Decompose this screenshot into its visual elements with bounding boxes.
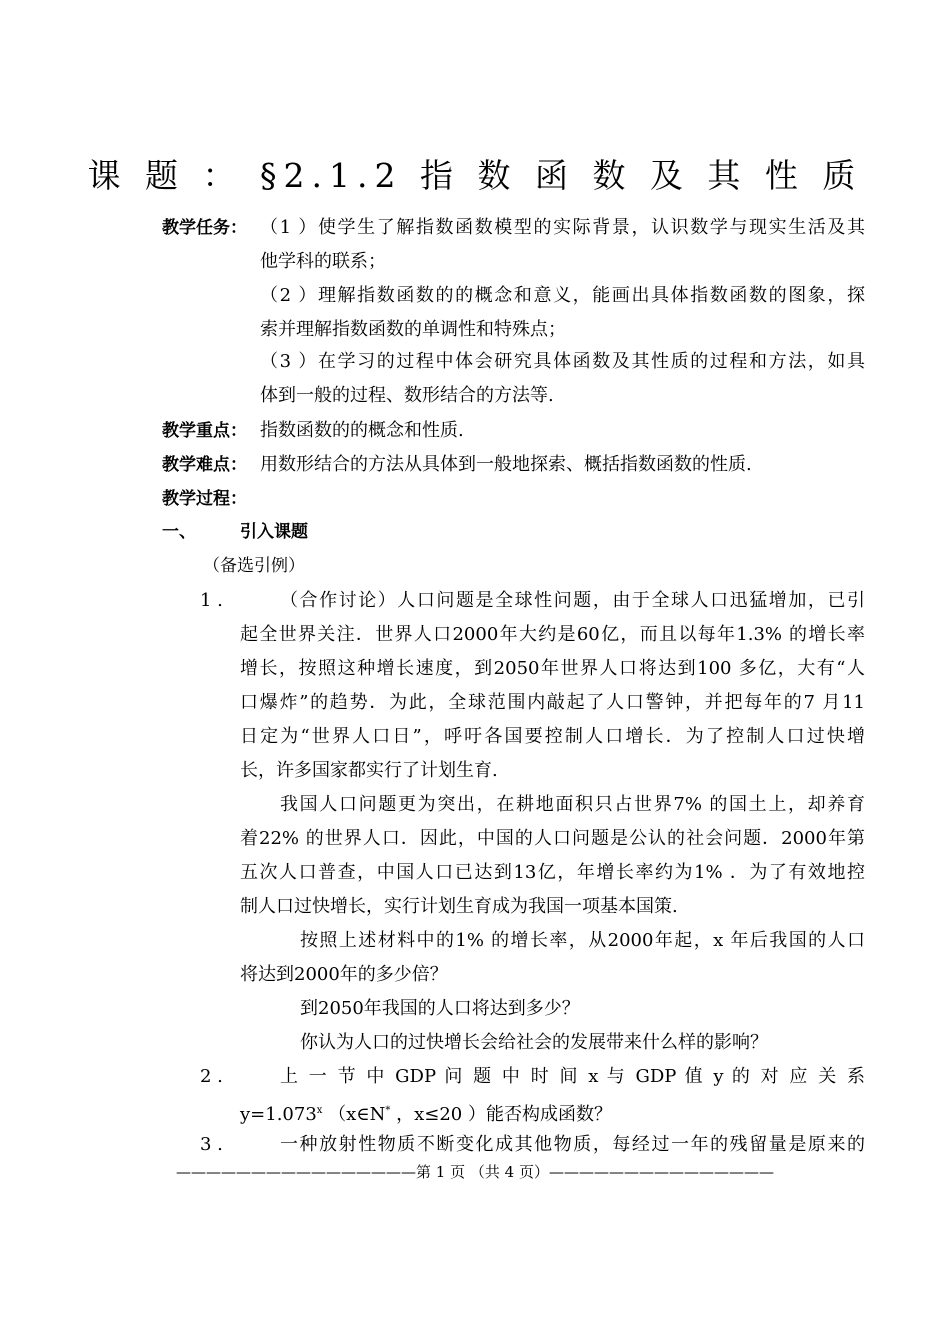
example-1-line-3: 增长，按照这种增长速度，到2050年世界人口将达到100 多亿，大有“人 — [240, 658, 865, 679]
task-2-line-2: 索并理解指数函数的单调性和特殊点； — [260, 319, 566, 340]
page-footer: ————————————————第 1 页 （共 4 页）——————————————— — [176, 1163, 774, 1181]
formula-domain-star: * — [385, 1105, 391, 1116]
example-1-para2-line-4: 制人口过快增长，实行计划生育成为我国一项基本国策. — [240, 896, 678, 917]
section-1-title: 引入课题 — [240, 522, 308, 542]
example-1-question-1-line-1: 按照上述材料中的1% 的增长率，从2000年起，x 年后我国的人口 — [300, 930, 865, 951]
task-2-line-1: （2 ）理解指数函数的的概念和意义，能画出具体指数函数的图象，探 — [260, 285, 865, 306]
gdp-formula: y=1.073 — [240, 1104, 317, 1125]
process-label: 教学过程： — [162, 489, 247, 509]
example-1-question-3: 你认为人口的过快增长会给社会的发展带来什么样的影响？ — [300, 1032, 768, 1053]
task-3-line-2: 体到一般的过程、数形结合的方法等. — [260, 385, 554, 406]
task-3-line-1: （3 ）在学习的过程中体会研究具体函数及其性质的过程和方法，如具 — [260, 351, 865, 372]
example-1-number: 1 . — [200, 590, 223, 611]
example-2-line-1: 上 一 节 中 GDP 问 题 中 时 间 x 与 GDP 值 y 的 对 应 关 系 — [280, 1066, 865, 1087]
tasks-label: 教学任务： — [162, 218, 247, 238]
example-1-line-5: 日定为“世界人口日”，呼吁各国要控制人口增长．为了控制人口过快增 — [240, 726, 865, 747]
section-1-number: 一、 — [162, 522, 196, 542]
formula-domain-end: ，x≤20 ）能否构成函数？ — [390, 1104, 612, 1125]
optional-examples-heading: （备选引例） — [203, 556, 305, 576]
example-1-line-6: 长，许多国家都实行了计划生育. — [240, 760, 498, 781]
example-1-para2-line-3: 五次人口普查，中国人口已达到13亿，年增长率约为1% ．为了有效地控 — [240, 862, 865, 883]
example-1-line-1: （合作讨论）人口问题是全球性问题，由于全球人口迅猛增加，已引 — [280, 590, 865, 611]
difficulty-label: 教学难点： — [162, 455, 247, 475]
example-1-question-1-line-2: 将达到2000年的多少倍？ — [240, 964, 448, 985]
example-2-line-2 — [240, 1099, 612, 1127]
example-3-number: 3 . — [200, 1134, 223, 1155]
task-1-line-1: （1 ）使学生了解指数函数模型的实际背景，认识数学与现实生活及其 — [260, 217, 865, 238]
example-1-para2-line-1: 我国人口问题更为突出，在耕地面积只占世界7% 的国土上，却养育 — [280, 794, 865, 815]
formula-exponent: x — [316, 1105, 323, 1116]
example-2-number: 2 . — [200, 1066, 223, 1087]
key-point-text: 指数函数的的概念和性质. — [260, 420, 464, 441]
task-1-line-2: 他学科的联系； — [260, 251, 386, 272]
formula-domain-start: （x∈N — [322, 1104, 386, 1125]
example-1-line-4: 口爆炸”的趋势．为此，全球范围内敲起了人口警钟，并把每年的7 月11 — [240, 692, 865, 713]
example-1-para2-line-2: 着22% 的世界人口．因此，中国的人口问题是公认的社会问题．2000年第 — [240, 828, 865, 849]
example-1-question-2: 到2050年我国的人口将达到多少？ — [300, 998, 580, 1019]
example-1-line-2: 起全世界关注．世界人口2000年大约是60亿，而且以每年1.3% 的增长率 — [240, 624, 865, 645]
example-3-line-1: 一种放射性物质不断变化成其他物质，每经过一年的残留量是原来的 — [280, 1134, 865, 1155]
page-title: 课 题 ： §2.1.2 指 数 函 数 及 其 性 质 — [87, 156, 863, 195]
difficulty-text: 用数形结合的方法从具体到一般地探索、概括指数函数的性质. — [260, 454, 752, 475]
key-point-label: 教学重点： — [162, 421, 247, 441]
